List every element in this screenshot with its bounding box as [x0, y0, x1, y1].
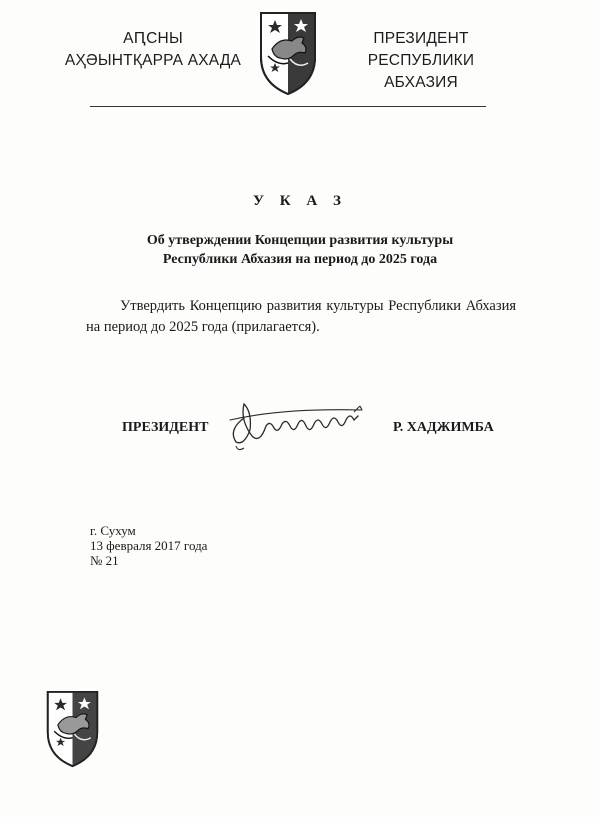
- footer-date: 13 февраля 2017 года: [90, 538, 208, 553]
- decree-subject-line-2: Республики Абхазия на период до 2025 года: [162, 252, 438, 267]
- header-right-line-1: ПРЕЗИДЕНТ: [373, 30, 469, 47]
- footer-number: № 21: [90, 553, 119, 568]
- watermark-coat-of-arms-icon: [45, 689, 100, 769]
- header-left-line-1: АԤСНЫ: [123, 30, 183, 47]
- header-divider: [90, 106, 486, 107]
- signatory-name: Р. ХАДЖИМБА: [393, 420, 494, 435]
- coat-of-arms-icon: [258, 11, 318, 96]
- footer-place: г. Сухум: [90, 523, 136, 538]
- header-abkhaz-title: [62, 28, 244, 72]
- header-right-line-2: РЕСПУБЛИКИ АБХАЗИЯ: [367, 52, 475, 91]
- header-left-line-2: АҲӘЫНТҚАРРА АХАДА: [64, 52, 242, 69]
- decree-title: У К А З: [253, 193, 347, 209]
- decree-subject-line-1: Об утверждении Концепции развития культуры: [146, 233, 454, 248]
- handwritten-signature: [222, 390, 372, 460]
- decree-subject: [80, 231, 520, 269]
- signatory-role: ПРЕЗИДЕНТ: [122, 420, 209, 435]
- header-russian-title: [330, 28, 512, 94]
- decree-body: Утвердить Концепцию развития культуры Республики Абхазия на период до 2025 года (прилагается).: [86, 298, 516, 335]
- decree-footer: [90, 523, 207, 568]
